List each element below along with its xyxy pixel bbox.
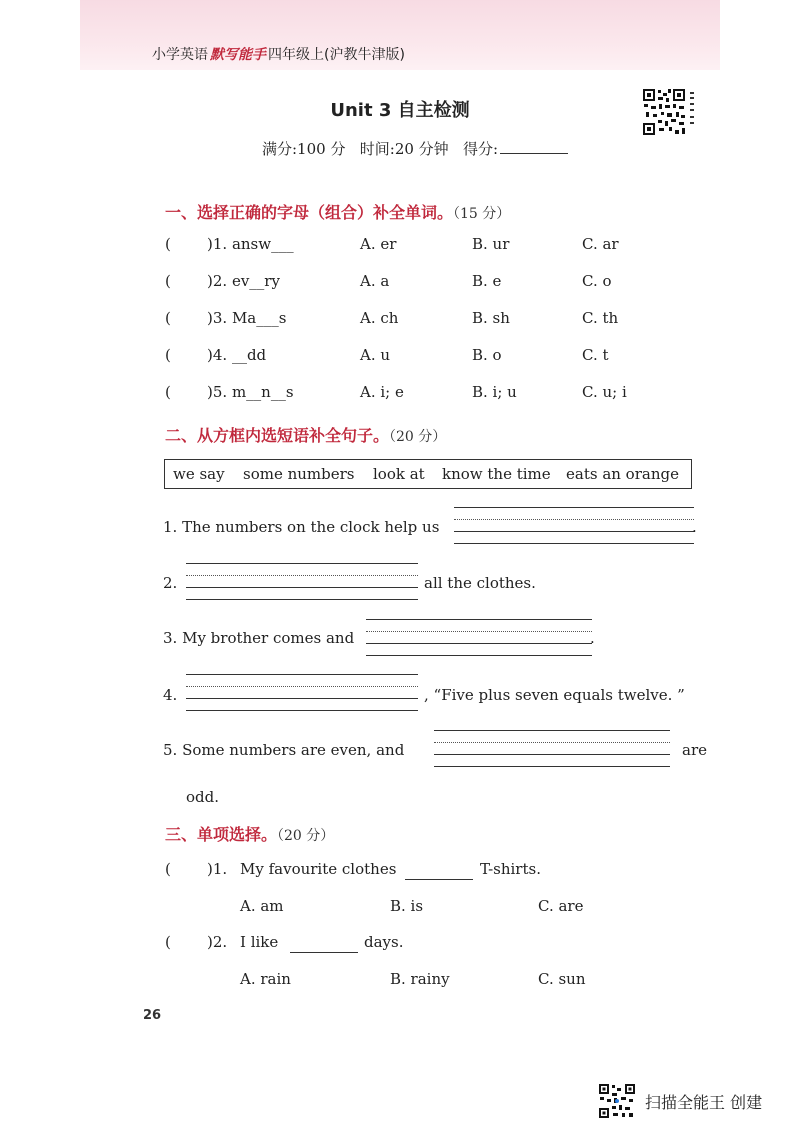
section-3-heading <box>165 822 334 845</box>
question-text: My favourite clothes <box>240 860 397 878</box>
option-a[interactable]: A. a <box>360 272 390 290</box>
answer-line <box>366 655 592 656</box>
fill-question-5-continuation: odd. <box>186 788 220 806</box>
question-text: I like <box>240 933 279 951</box>
score-blank[interactable] <box>500 139 568 154</box>
option-a[interactable]: A. ch <box>360 309 399 327</box>
option-a[interactable]: A. rain <box>240 970 291 988</box>
answer-paren[interactable]: ( <box>165 860 171 878</box>
footer-qr-icon <box>598 1083 636 1119</box>
fill-question-2-number: 2. <box>163 574 178 592</box>
answer-line[interactable] <box>186 587 418 588</box>
question-number: )1. <box>207 860 228 878</box>
answer-paren[interactable]: ( <box>165 933 171 951</box>
option-c[interactable]: C. o <box>582 272 612 290</box>
answer-guide-line <box>186 686 418 687</box>
answer-line <box>186 710 418 711</box>
question-number: )3. <box>207 309 228 327</box>
section-3-title: 三、单项选择。 <box>165 825 278 844</box>
time-limit: 时间:20 分钟 <box>359 140 449 158</box>
answer-blank[interactable] <box>290 952 358 953</box>
score-label: 得分: <box>463 140 499 158</box>
option-b[interactable]: B. ur <box>472 235 510 253</box>
question-number: )2. <box>207 933 228 951</box>
answer-line <box>186 599 418 600</box>
answer-line <box>186 563 418 564</box>
fill-question-5-end: are <box>682 741 707 759</box>
question-word: Ma___s <box>231 309 287 327</box>
answer-line[interactable] <box>186 698 418 699</box>
answer-paren[interactable]: ( <box>165 346 171 364</box>
section-2-points: （20 分） <box>389 429 447 445</box>
answer-line <box>434 730 670 731</box>
word-option[interactable]: eats an orange <box>566 465 679 483</box>
answer-paren[interactable]: ( <box>165 272 171 290</box>
option-c[interactable]: C. sun <box>538 970 586 988</box>
fill-question-4: , “Five plus seven equals twelve. ” <box>424 686 685 704</box>
fill-question-5: 5. Some numbers are even, and <box>163 741 405 759</box>
fill-question-1-end: . <box>692 518 697 536</box>
answer-line <box>454 507 694 508</box>
answer-line[interactable] <box>454 531 694 532</box>
option-b[interactable]: B. e <box>472 272 502 290</box>
option-b[interactable]: B. rainy <box>390 970 450 988</box>
answer-paren[interactable]: ( <box>165 235 171 253</box>
option-c[interactable]: C. ar <box>582 235 619 253</box>
answer-paren[interactable]: ( <box>165 309 171 327</box>
answer-line <box>434 766 670 767</box>
footer-watermark: 扫描全能王 创建 <box>645 1093 763 1112</box>
fill-question-1: 1. The numbers on the clock help us <box>163 518 440 536</box>
answer-line <box>366 619 592 620</box>
section-1-points: （15 分） <box>453 206 511 222</box>
answer-guide-line <box>366 631 592 632</box>
option-b[interactable]: B. o <box>472 346 502 364</box>
question-number: )2. <box>207 272 228 290</box>
answer-line <box>186 674 418 675</box>
question-text <box>207 235 294 253</box>
option-a[interactable]: A. u <box>360 346 391 364</box>
question-word: ev__ry <box>231 272 280 290</box>
question-text <box>207 309 286 327</box>
header-prefix: 小学英语 <box>152 47 208 63</box>
question-text-end: T-shirts. <box>480 860 541 878</box>
option-a[interactable]: A. er <box>360 235 397 253</box>
question-number: )1. <box>207 235 228 253</box>
option-c[interactable]: C. u; i <box>582 383 627 401</box>
fill-question-2: all the clothes. <box>424 574 536 592</box>
question-text <box>207 346 266 364</box>
word-option[interactable]: some numbers <box>243 465 355 483</box>
full-score: 满分:100 分 <box>262 140 346 158</box>
question-word: __dd <box>231 346 267 364</box>
answer-line[interactable] <box>366 643 592 644</box>
question-text-end: days. <box>364 933 404 951</box>
word-box <box>164 459 692 489</box>
section-2-title: 二、从方框内选短语补全句子。 <box>165 426 390 445</box>
option-b[interactable]: B. is <box>390 897 424 915</box>
header-brand: 默写能手 <box>210 47 266 63</box>
question-number: )5. <box>207 383 228 401</box>
page-title: Unit 3 自主检测 <box>330 100 470 121</box>
option-c[interactable]: C. th <box>582 309 619 327</box>
option-c[interactable]: C. are <box>538 897 584 915</box>
word-option[interactable]: we say <box>173 465 225 483</box>
word-option[interactable]: know the time <box>442 465 551 483</box>
question-word: answ___ <box>231 235 294 253</box>
section-1-heading <box>165 200 510 223</box>
option-b[interactable]: B. i; u <box>472 383 517 401</box>
question-number: )4. <box>207 346 228 364</box>
answer-guide-line <box>454 519 694 520</box>
option-c[interactable]: C. t <box>582 346 609 364</box>
question-word: m__n__s <box>231 383 294 401</box>
fill-question-4-number: 4. <box>163 686 178 704</box>
fill-question-3-end: . <box>590 629 595 647</box>
page-number: 26 <box>143 1008 162 1023</box>
word-option[interactable]: look at <box>373 465 425 483</box>
option-a[interactable]: A. am <box>240 897 284 915</box>
question-text <box>207 272 280 290</box>
option-b[interactable]: B. sh <box>472 309 510 327</box>
answer-line[interactable] <box>434 754 670 755</box>
book-header <box>152 44 405 64</box>
answer-paren[interactable]: ( <box>165 383 171 401</box>
option-a[interactable]: A. i; e <box>360 383 404 401</box>
answer-line <box>454 543 694 544</box>
header-suffix: 四年级上(沪教牛津版) <box>268 47 405 63</box>
section-2-heading <box>165 423 446 446</box>
answer-guide-line <box>186 575 418 576</box>
question-text <box>207 383 294 401</box>
score-line <box>262 138 568 159</box>
section-1-title: 一、选择正确的字母（组合）补全单词。 <box>165 203 454 222</box>
answer-blank[interactable] <box>405 879 473 880</box>
section-3-points: （20 分） <box>277 828 335 844</box>
fill-question-3: 3. My brother comes and <box>163 629 355 647</box>
answer-guide-line <box>434 742 670 743</box>
